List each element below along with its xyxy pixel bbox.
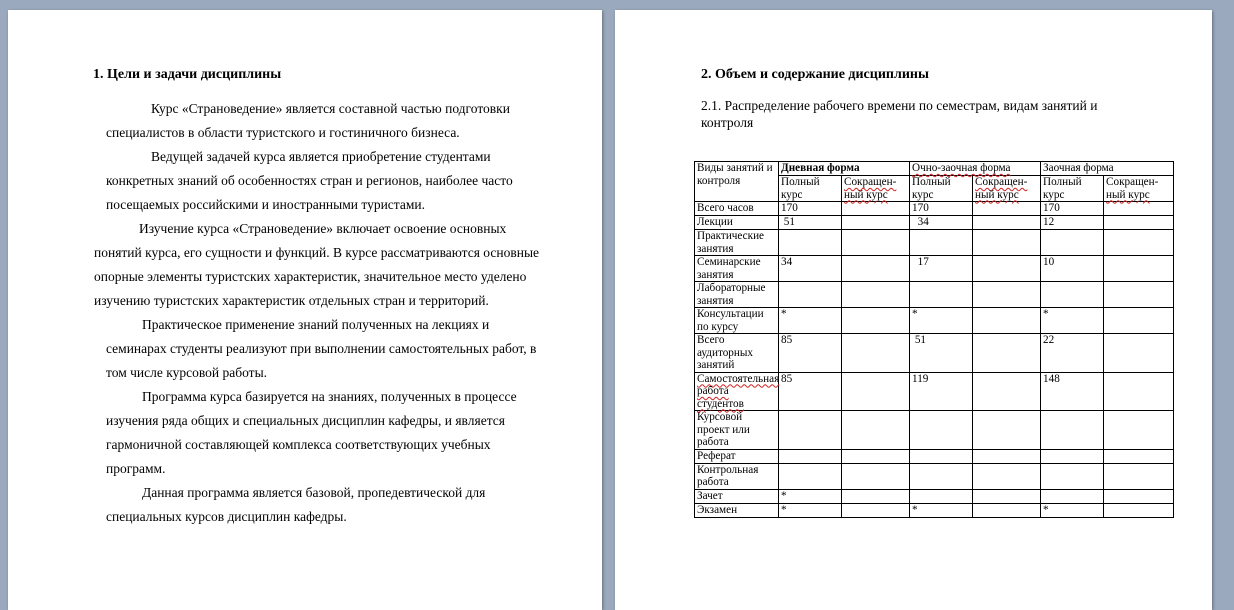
table-row [695,202,1174,216]
table-cell [973,202,1041,216]
table-cell [1104,449,1174,463]
table-cell: * [910,308,973,334]
table-row [695,503,1174,517]
text-line: гармоничной составляющей комплекса соответствующих учебных [106,437,491,452]
subcol-full: Полный курс [1041,176,1104,202]
text-line: понятий курса, его сущности и функций. В курсе рассматриваются основные [94,245,540,260]
table-row [695,449,1174,463]
table-cell [842,372,910,411]
table-cell [842,216,910,230]
table-cell: * [1041,308,1104,334]
table-cell [1104,334,1174,373]
form-header-part-time: Очно-заочная форма [910,162,1041,176]
form-header-day: Дневная форма [779,162,910,176]
table-cell: 10 [1041,256,1104,282]
table-corner-header: Виды занятий и контроля [695,162,779,202]
row-label: Практические занятия [695,230,779,256]
subsection-heading: 2.1. Распределение рабочего времени по семестрам, видам занятий и контроля [701,98,1098,130]
row-label: Зачет [695,489,779,503]
table-cell: * [1041,503,1104,517]
table-cell: 85 [779,372,842,411]
table-row [695,372,1174,411]
table-row [695,489,1174,503]
table-cell: 170 [1041,202,1104,216]
table-cell: 34 [779,256,842,282]
table-cell: 12 [1041,216,1104,230]
text-line: Практическое применение знаний полученных на лекциях и [142,317,490,332]
table-cell: 51 [779,216,842,230]
row-label: Всего часов [695,202,779,216]
table-cell [842,308,910,334]
table-cell [842,503,910,517]
row-label: Курсовой проект или работа [695,411,779,450]
table-cell [1041,411,1104,450]
row-label: Реферат [695,449,779,463]
table-cell [1104,489,1174,503]
table-cell [1104,503,1174,517]
row-label: Самостоятельная работа студентов [695,372,779,411]
table-row [695,282,1174,308]
table-cell [779,449,842,463]
table-cell [842,463,910,489]
subcol-short: Сокращен- ный курс [973,176,1041,202]
table-cell [1041,230,1104,256]
table-cell [973,449,1041,463]
table-cell [910,449,973,463]
text-line: программ. [106,461,166,476]
row-label: Семинарские занятия [695,256,779,282]
table-cell [1041,449,1104,463]
table-row [695,411,1174,450]
section-heading: 2. Объем и содержание дисциплины [701,67,929,82]
table-cell [1104,256,1174,282]
text-line: конкретных знаний об особенностях стран и регионов, наиболее часто [106,173,513,188]
form-header-extramural: Заочная форма [1041,162,1174,176]
table-cell: 22 [1041,334,1104,373]
table-cell [973,230,1041,256]
table-cell [842,256,910,282]
subcol-full: Полный курс [910,176,973,202]
table-cell [779,282,842,308]
table-cell [1104,411,1174,450]
table-cell [973,216,1041,230]
table-cell: 148 [1041,372,1104,411]
text-line: Данная программа является базовой, пропедевтической для [142,485,486,500]
table-cell [842,282,910,308]
table-cell [973,256,1041,282]
row-label: Экзамен [695,503,779,517]
table-cell [1104,230,1174,256]
row-label: Лабораторные занятия [695,282,779,308]
table-row [695,334,1174,373]
table-cell [973,463,1041,489]
table-cell [779,230,842,256]
table-cell: * [779,489,842,503]
table-row [695,230,1174,256]
table-cell: 51 [910,334,973,373]
table-row [695,463,1174,489]
row-label: Лекции [695,216,779,230]
table-cell [1104,308,1174,334]
table-cell [779,463,842,489]
table-cell [910,489,973,503]
table-cell [1104,463,1174,489]
table-cell [842,449,910,463]
text-line: Изучение курса «Страноведение» включает освоение основных [139,221,507,236]
table-row [695,216,1174,230]
table-cell: 85 [779,334,842,373]
table-cell [1104,202,1174,216]
text-line: Курс «Страноведение» является составной частью подготовки [151,101,510,116]
workload-table [694,161,1174,518]
table-cell: * [779,308,842,334]
subcol-full: Полный курс [779,176,842,202]
table-cell [779,411,842,450]
table-cell [1041,489,1104,503]
table-cell [973,308,1041,334]
table-cell: * [779,503,842,517]
table-row [695,308,1174,334]
text-line: специальных курсов дисциплин кафедры. [106,509,347,524]
table-cell [842,489,910,503]
table-cell [1104,282,1174,308]
subcol-short: Сокращен- ный курс [842,176,910,202]
table-cell: * [910,503,973,517]
document-page-right [615,10,1212,610]
text-line: посещаемых российскими и иностранными туристами. [106,197,425,212]
text-line: Ведущей задачей курса является приобретение студентами [151,149,491,164]
table-cell [910,282,973,308]
table-cell [842,411,910,450]
row-label: Консультации по курсу [695,308,779,334]
table-cell [1104,216,1174,230]
document-page-left [8,10,602,610]
table-cell: 170 [910,202,973,216]
table-cell [910,463,973,489]
table-cell: 119 [910,372,973,411]
table-cell: 170 [779,202,842,216]
section-heading: 1. Цели и задачи дисциплины [93,67,282,82]
subcol-short: Сокращен- ный курс [1104,176,1174,202]
text-line: специалистов в области туристского и гостиничного бизнеса. [106,125,460,140]
table-cell [1104,372,1174,411]
text-line: изучения ряда общих и специальных дисциплин кафедры, и является [106,413,505,428]
table-row [695,256,1174,282]
text-line: опорные элементы туристских характеристик, значительное место уделено [94,269,527,284]
table-cell [973,411,1041,450]
table-cell [842,334,910,373]
text-line: Программа курса базируется на знаниях, полученных в процессе [142,389,517,404]
table-cell: 17 [910,256,973,282]
table-cell [842,230,910,256]
table-cell [1041,282,1104,308]
table-cell [842,202,910,216]
table-cell [973,503,1041,517]
table-cell [973,489,1041,503]
table-cell [1041,463,1104,489]
table-cell [973,282,1041,308]
table-cell [973,334,1041,373]
table-cell [910,411,973,450]
text-line: том числе курсовой работы. [106,365,268,380]
table-cell [973,372,1041,411]
row-label: Контрольная работа [695,463,779,489]
table-cell: 34 [910,216,973,230]
row-label: Всего аудиторных занятий [695,334,779,373]
table-body [695,202,1174,518]
table-header-row [695,162,1174,176]
table-cell [910,230,973,256]
text-line: изучению туристских характеристик отдельных стран и территорий. [94,293,489,308]
text-line: семинарах студенты реализуют при выполнении самостоятельных работ, в [106,341,537,356]
